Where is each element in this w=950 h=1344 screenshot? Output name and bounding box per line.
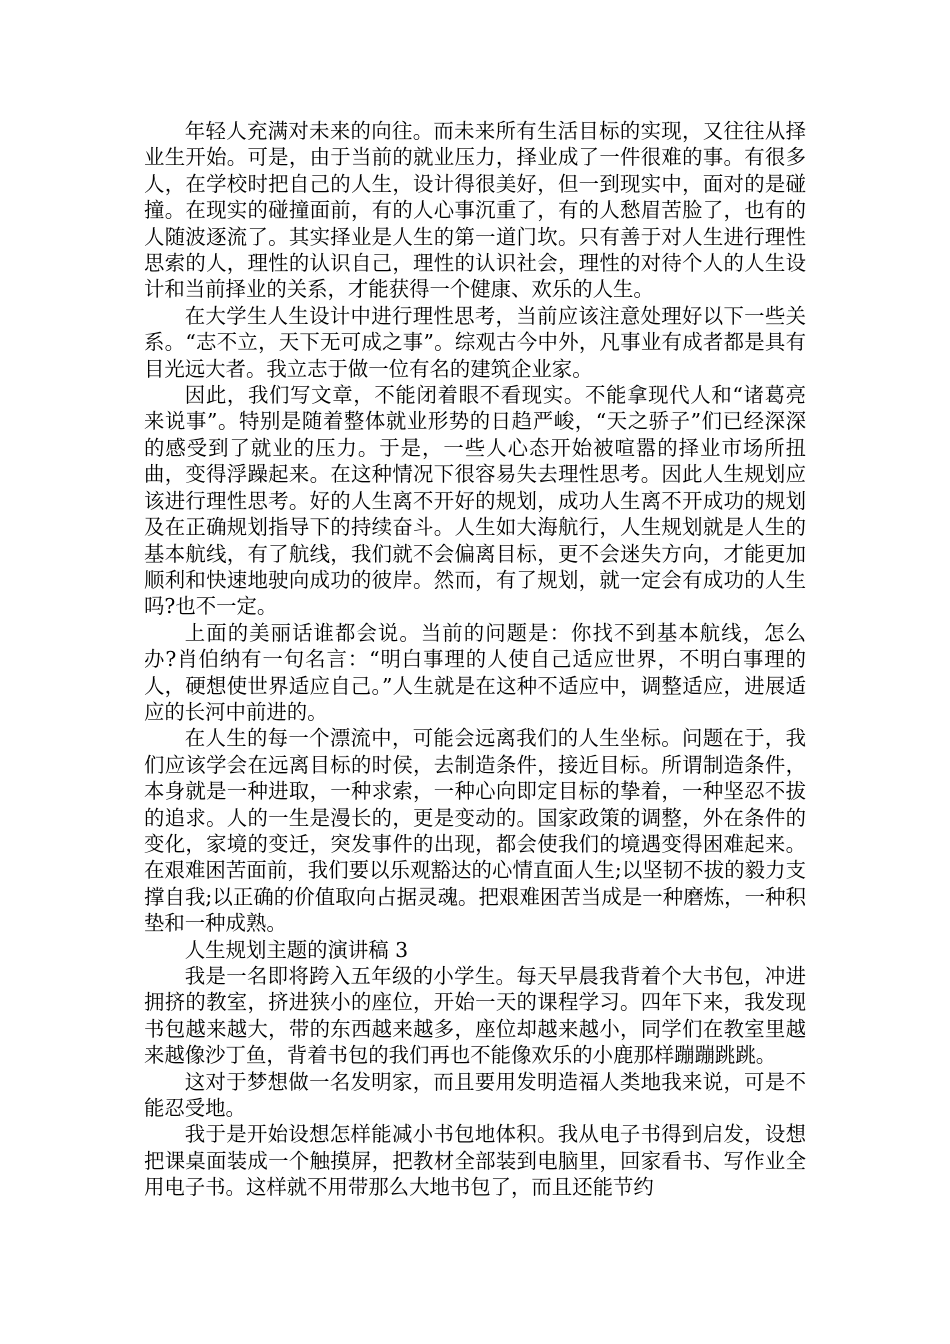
paragraph-6: 我是一名即将跨入五年级的小学生。每天早晨我背着个大书包，冲进拥挤的教室，挤进狭小的座位，开始一天的课程学习。四年下来，我发现书包越来越大，带的东西越来越多，座位却越来越小，同学们在教室里越来越像沙丁鱼，背着书包的我们再也不能像欢乐的小鹿那样蹦蹦跳跳。 <box>144 964 806 1068</box>
paragraph-1: 年轻人充满对未来的向往。而未来所有生活目标的实现，又往往从择业生开始。可是，由于当前的就业压力，择业成了一件很难的事。有很多人，在学校时把自己的人生，设计得很美好，但一到现实中，面对的是碰撞。在现实的碰撞面前，有的人心事沉重了，有的人愁眉苦脸了，也有的人随波逐流了。其实择业是人生的第一道门坎。只有善于对人生进行理性思索的人，理性的认识自己，理性的认识社会，理性的对待个人的人生设计和当前择业的关系，才能获得一个健康、欢乐的人生。 <box>144 119 806 302</box>
paragraph-7: 这对于梦想做一名发明家，而且要用发明造福人类地我来说，可是不能忍受地。 <box>144 1069 806 1121</box>
paragraph-8: 我于是开始设想怎样能减小书包地体积。我从电子书得到启发，设想把课桌面装成一个触摸屏，把教材全部装到电脑里，回家看书、写作业全用电子书。这样就不用带那么大地书包了，而且还能节约 <box>144 1122 806 1200</box>
paragraph-3: 因此，我们写文章，不能闭着眼不看现实。不能拿现代人和“诸葛亮来说事”。特别是随着整体就业形势的日趋严峻，“天之骄子”们已经深深的感受到了就业的压力。于是，一些人心态开始被喧嚣的择业市场所扭曲，变得浮躁起来。在这种情况下很容易失去理性思考。因此人生规划应该进行理性思考。好的人生离不开好的规划，成功人生离不开成功的规划及在正确规划指导下的持续奋斗。人生如大海航行，人生规划就是人生的基本航线，有了航线，我们就不会偏离目标，更不会迷失方向，才能更加顺利和快速地驶向成功的彼岸。然而，有了规划，就一定会有成功的人生吗?也不一定。 <box>144 383 806 619</box>
paragraph-2: 在大学生人生设计中进行理性思考，当前应该注意处理好以下一些关系。“志不立，天下无可成之事”。综观古今中外，凡事业有成者都是具有目光远大者。我立志于做一位有名的建筑企业家。 <box>144 303 806 381</box>
paragraph-5: 在人生的每一个漂流中，可能会远离我们的人生坐标。问题在于，我们应该学会在远离目标的时侯，去制造条件，接近目标。所谓制造条件，本身就是一种进取，一种求索，一种心向即定目标的挚着，一种坚忍不拔的追求。人的一生是漫长的，更是变动的。国家政策的调整，外在条件的变化，家境的变迁，突发事件的出现，都会使我们的境遇变得困难起来。在艰难困苦面前，我们要以乐观豁达的心情直面人生;以坚韧不拔的毅力支撑自我;以正确的价值取向占据灵魂。把艰难困苦当成是一种磨炼，一种积垫和一种成熟。 <box>144 726 806 936</box>
paragraph-4: 上面的美丽话谁都会说。当前的问题是：你找不到基本航线，怎么办?肖伯纳有一句名言：“明白事理的人使自己适应世界，不明白事理的人，硬想使世界适应自己。”人生就是在这种不适应中，调整适应，进展适应的长河中前进的。 <box>144 620 806 724</box>
document-body <box>144 118 806 1201</box>
section-heading: 人生规划主题的演讲稿 3 <box>184 937 409 962</box>
